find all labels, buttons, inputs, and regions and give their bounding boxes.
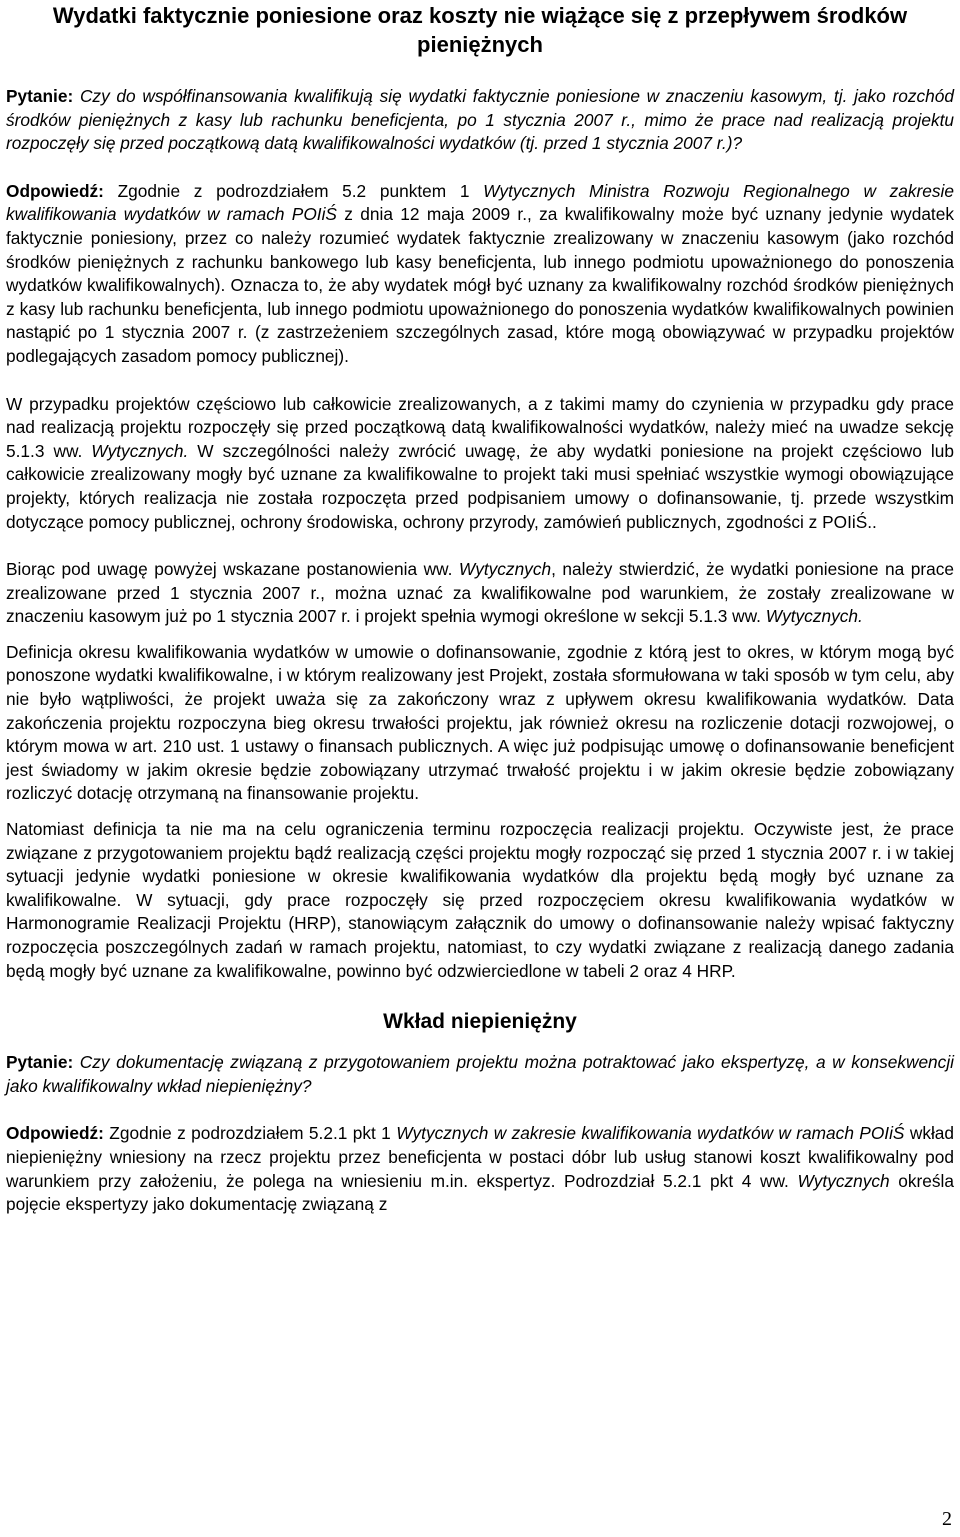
guidelines-ref: Wytycznych. [91, 440, 189, 461]
question-text: Czy do współfinansowania kwalifikują się wydatki faktycznie poniesione w znaczeniu kasowym, tj. jako rozchód środków pieniężnych z kasy lub rachunku beneficjenta, po 1 stycznia 2007 r., mimo że prace nad realizacją projektu rozpoczęły się przed początkową datą kwalifikowalności wydatków (tj. przed 1 stycznia 2007 r.)? [6, 86, 954, 154]
paragraph-text: , należy stwierdzić, że wydatki poniesione na prace zrealizowane przed 1 stycznia 2007 r., można uznać za kwalifikowalne pod warunkiem, że zostały zrealizowane w znaczeniu kasowym już po 1 stycznia 2007 r. i projekt spełnia wymogi określone w sekcji 5.1.3 ww. [6, 559, 954, 627]
paragraph-start-date: Natomiast definicja ta nie ma na celu ograniczenia terminu rozpoczęcia realizacji projektu. Oczywiste jest, że prace związane z przygotowaniem projektu bądź realizacją części projektu mogły rozpocząć się przed 1 stycznia 2007 r. i w takiej sytuacji jedynie wydatki poniesione w okresie kwalifikowania wydatków dla projektu będą mogły być uznane za kwalifikowalne. W sytuacji, gdy prace rozpoczęły się przed rozpoczęciem okresu kwalifikowania wydatków w Harmonogramie Realizacji Projektu (HRP), stanowiącym załącznik do umowy o dofinansowanie należy wpisać faktyczny rozpoczęcia poszczególnych zadań w ramach projektu, natomiast, to czy wydatki związane z realizacją danego zadania będą mogły być uznane za kwalifikowalne, powinno być odzwierciedlone w tabeli 2 oraz 4 HRP. [6, 819, 954, 981]
page-number: 2 [942, 1508, 952, 1530]
question-paragraph-1 [6, 85, 954, 156]
answer-paragraph-2 [6, 1122, 954, 1216]
answer-text-1: Zgodnie z podrozdziałem 5.2.1 pkt 1 [103, 1123, 397, 1144]
paragraph-definition: Definicja okresu kwalifikowania wydatków w umowie o dofinansowanie, zgodnie z którą jest to okres, w którym mogą być ponoszone wydatki kwalifikowalne, i w którym realizowany jest Projekt, została sformułowana w taki sposób w tym celu, aby nie było wątpliwości, że projekt uważa się za zakończony wraz z upływem okresu kwalifikowania wydatków. Data zakończenia projektu rozpoczyna bieg okresu trwałości projektu, jak również okresu na rozliczenie dotacji rozwojowej, o którym mowa w art. 210 ust. 1 ustawy o finansach publicznych. A więc już podpisując umowę o dofinansowanie beneficjent jest świadomy w jakim okresie będzie zobowiązany utrzymać trwałość projektu i w jakim okresie będzie zobowiązany rozliczyć dotację otrzymaną na finansowanie projektu. [6, 641, 954, 804]
answer-text-2: wkład niepieniężny wniesiony na rzecz projektu przez beneficjenta w postaci dóbr lub usług stanowi koszt kwalifikowalny pod warunkiem przy założeniu, że polega na wniesieniu m.in. ekspertyz. Podrozdział 5.2.1 pkt 4 ww. [6, 1123, 955, 1191]
paragraph-partially-realized [6, 393, 954, 535]
answer-guidelines-ref: Wytycznych Ministra Rozwoju Regionalnego w zakresie kwalifikowania wydatków w ramach POIiŚ [6, 180, 954, 225]
answer-text-3: określa pojęcie ekspertyzy jako dokumentację związaną z [6, 1170, 955, 1215]
guidelines-ref: Wytycznych [458, 559, 552, 580]
paragraph-text: W przypadku projektów częściowo lub całkowicie zrealizowanych, a z takimi mamy do czynienia w przypadku gdy prace nad realizacją projektu rozpoczęły się przed początkową datą kwalifikowalności wydatków, należy mieć na uwadze sekcję 5.1.3 ww. [6, 393, 954, 461]
question-label: Pytanie: [6, 86, 74, 106]
answer-paragraph-1 [6, 180, 954, 369]
answer-guidelines-ref: Wytycznych w zakresie kwalifikowania wydatków w ramach POIiŚ [396, 1123, 905, 1144]
page-content [6, 0, 954, 1217]
answer-label: Odpowiedź: [6, 1123, 104, 1144]
answer-text-1: Zgodnie z podrozdziałem 5.2 punktem 1 [103, 180, 484, 201]
answer-label: Odpowiedź: [6, 180, 104, 201]
guidelines-ref: Wytycznych [797, 1170, 890, 1191]
question-text: Czy dokumentację związaną z przygotowaniem projektu można potraktować jako ekspertyzę, a w konsekwencji jako kwalifikowalny wkład niepieniężny? [6, 1052, 954, 1096]
guidelines-ref: Wytycznych. [765, 606, 863, 627]
paragraph-text: Biorąc pod uwagę powyżej wskazane postanowienia ww. [6, 559, 459, 580]
question-label: Pytanie: [6, 1052, 74, 1073]
section-title-expenses: Wydatki faktycznie poniesione oraz koszty nie wiążące się z przepływem środków pieniężnych [52, 3, 908, 57]
question-paragraph-2 [6, 1051, 954, 1098]
section-title-in-kind: Wkład niepieniężny [383, 1010, 577, 1034]
paragraph-conclusion [6, 558, 954, 629]
paragraph-text: W szczególności należy zwrócić uwagę, że aby wydatki poniesione na projekt częściowo lub całkowicie zrealizowany mogły być uznane za kwalifikowalne to projekt taki musi spełniać wszystkie wymogi obowiązujące projekty, których realizacja nie została rozpoczęta przed podpisaniem umowy o dofinansowanie, tj. przede wszystkim dotyczące pomocy publicznej, ochrony środowiska, ochrony przyrody, zamówień publicznych, zgodności z POIiŚ.. [6, 440, 954, 532]
answer-text-2: z dnia 12 maja 2009 r., za kwalifikowalny może być uznany jedynie wydatek faktycznie poniesiony, przez co należy rozumieć wydatek faktycznie zrealizowany w znaczeniu kasowym (jako rozchód środków pieniężnych z rachunku bankowego lub kasy beneficjenta, lub innego podmiotu upoważnionego do ponoszenia wydatków kwalifikowalnych). Oznacza to, że aby wydatek mógł być uznany za kwalifikowalny rozchód środków pieniężnych z kasy lub rachunku beneficjenta, lub innego podmiotu upoważnionego do ponoszenia wydatków kwalifikowalnych powinien nastąpić po 1 stycznia 2007 r. (z zastrzeżeniem szczególnych zasad, które mogą obowiązywać w przypadku projektów podlegających zasadom pomocy publicznej). [6, 204, 954, 366]
